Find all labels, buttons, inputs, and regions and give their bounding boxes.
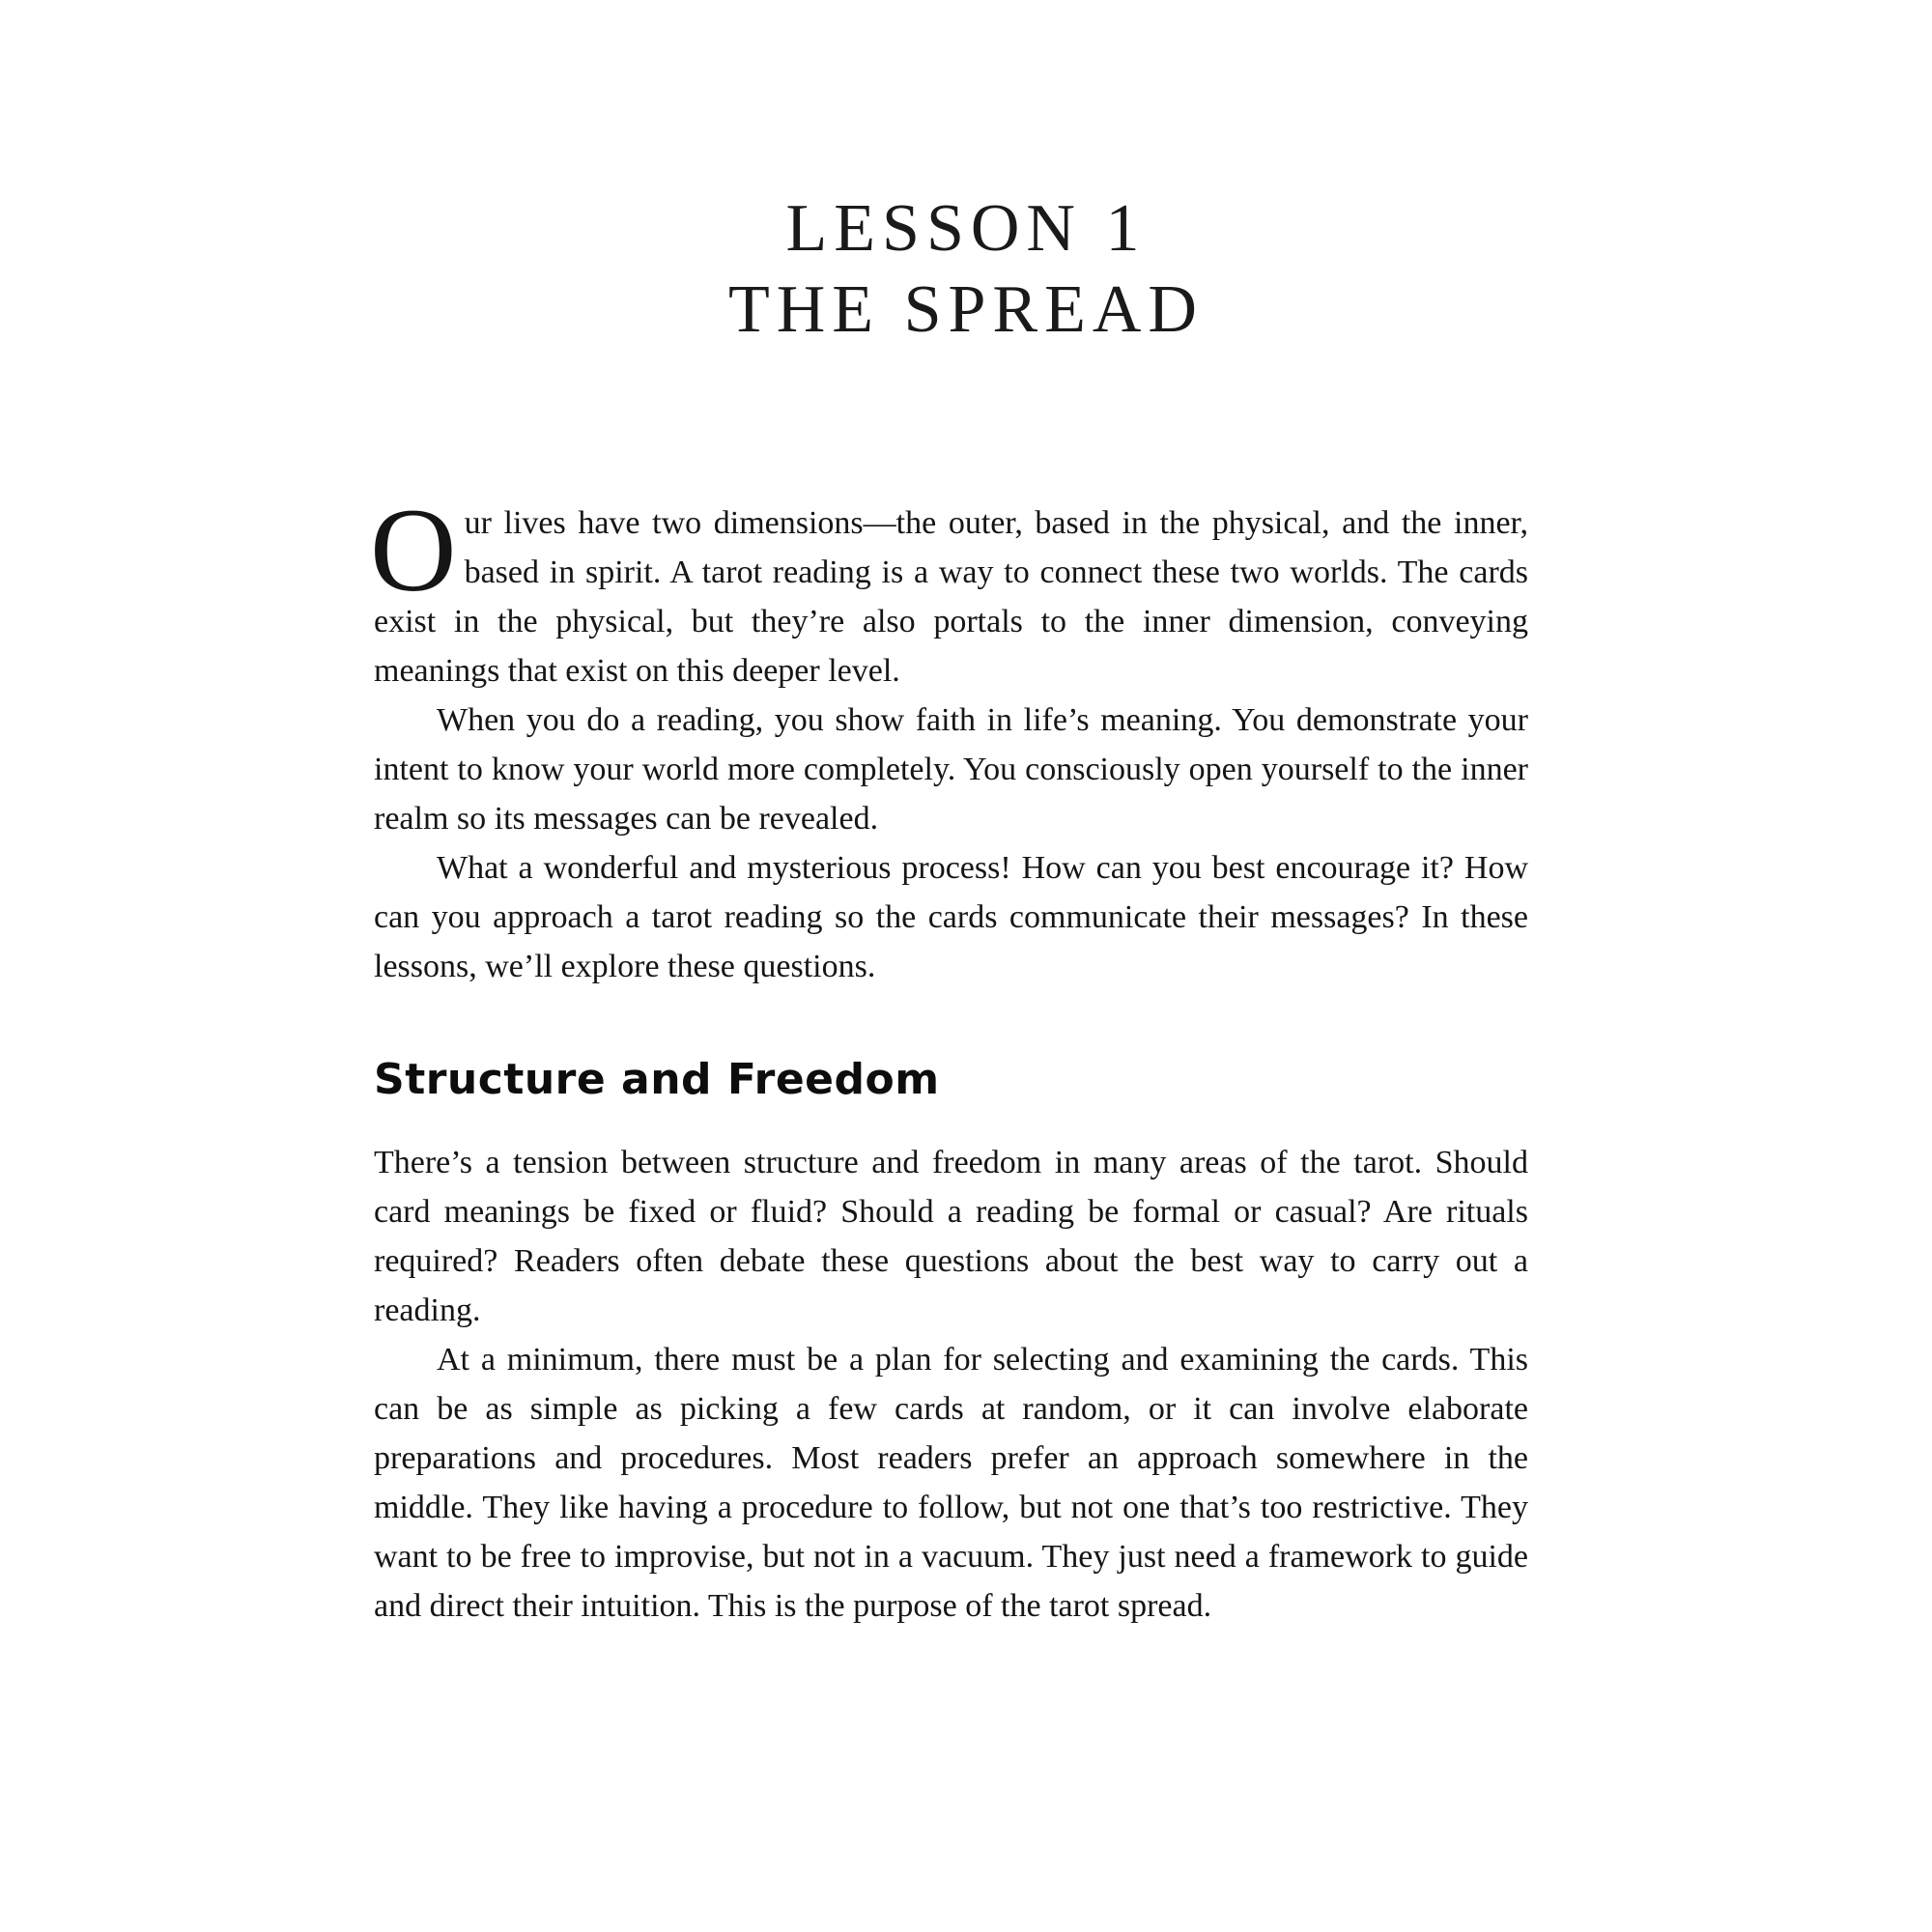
lesson-number: LESSON 1 <box>785 191 1147 266</box>
chapter-heading <box>0 188 1932 351</box>
intro-paragraph-2: When you do a reading, you show faith in life’s meaning. You demonstrate your intent to know your world more completely. You consciously open yourself to the inner realm so its messages can be revealed. <box>374 702 1528 837</box>
intro-paragraph-1 <box>370 484 1528 696</box>
intro-paragraph-3: What a wonderful and mysterious process! How can you best encourage it? How can you approach a tarot reading so the cards communicate their messages? In these lessons, we’ll explore these questions. <box>374 850 1528 984</box>
section-heading: Structure and Freedom <box>374 1055 940 1104</box>
structure-freedom-section <box>374 1053 1528 1631</box>
chapter-title: THE SPREAD <box>728 272 1204 347</box>
section-paragraph-2: At a minimum, there must be a plan for selecting and examining the cards. This can be as simple as picking a few cards at random, or it can involve elaborate preparations and procedures. Most readers prefer an approach somewhere in the middle. They like having a procedure to follow, but not one that’s too restrictive. They want to be free to improvise, but not in a vacuum. They just need a framework to guide and direct their intuition. This is the purpose of the tarot spread. <box>374 1342 1528 1624</box>
section-paragraph-1: There’s a tension between structure and freedom in many areas of the tarot. Should card meanings be fixed or fluid? Should a reading be formal or casual? Are rituals required? Readers often debate these questions about the best way to carry out a reading. <box>374 1145 1528 1328</box>
drop-cap: O <box>370 484 457 616</box>
intro-paragraph-1-text: ur lives have two dimensions—the outer, based in the physical, and the inner, based in spirit. A tarot reading is a way to connect these two worlds. The cards exist in the physical, but they’re also portals to the inner dimension, conveying meanings that exist on this deeper level. <box>374 505 1528 689</box>
intro-section <box>370 484 1528 991</box>
